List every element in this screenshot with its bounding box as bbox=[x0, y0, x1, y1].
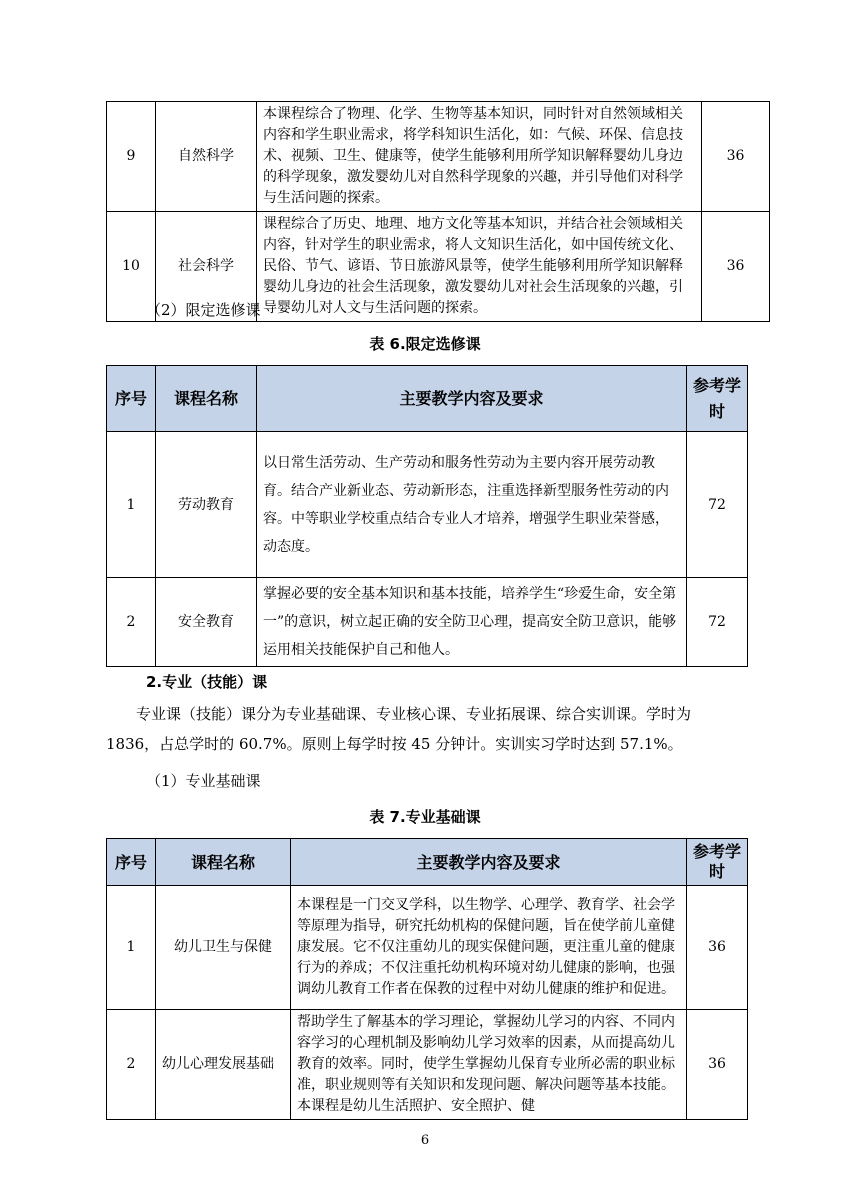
course-hours: 36 bbox=[687, 886, 748, 1010]
course-name: 社会科学 bbox=[156, 212, 257, 322]
row-number: 9 bbox=[107, 102, 156, 212]
row-number: 2 bbox=[107, 578, 156, 667]
course-hours: 36 bbox=[687, 1010, 748, 1120]
table6-caption: 表 6.限定选修课 bbox=[369, 335, 481, 353]
restricted-electives-table bbox=[106, 365, 748, 667]
header-number: 序号 bbox=[107, 366, 156, 432]
course-description: 本课程是一门交叉学科，以生物学、心理学、教育学、社会学等原理为指导，研究托幼机构的保健问题，旨在使学前儿童健康发展。它不仅注重幼儿的现实保健问题，更注重儿童的健康行为的养成；不仅注重托幼机构环境对幼儿健康的影响，也强调幼儿教育工作者在保教的过程中对幼儿健康的维护和促进。 bbox=[291, 886, 687, 1010]
header-course-name: 课程名称 bbox=[156, 839, 291, 886]
header-content: 主要教学内容及要求 bbox=[257, 366, 687, 432]
course-description: 课程综合了历史、地理、地方文化等基本知识，并结合社会领域相关内容，针对学生的职业需求，将人文知识生活化，如中国传统文化、民俗、节气、谚语、节日旅游风景等，使学生能够利用所学知识解释婴幼儿身边的社会生活现象，激发婴幼儿对社会生活现象的兴趣，引导婴幼儿对人文与生活问题的探索。 bbox=[257, 212, 702, 322]
course-name: 安全教育 bbox=[156, 578, 257, 667]
table-row bbox=[107, 102, 770, 212]
header-content: 主要教学内容及要求 bbox=[291, 839, 687, 886]
table-header-row bbox=[107, 839, 748, 886]
course-hours: 72 bbox=[687, 578, 748, 667]
course-hours: 72 bbox=[687, 432, 748, 578]
course-name: 自然科学 bbox=[156, 102, 257, 212]
table-row bbox=[107, 886, 748, 1010]
course-name: 幼儿卫生与保健 bbox=[156, 886, 291, 1010]
course-name: 劳动教育 bbox=[156, 432, 257, 578]
table-row bbox=[107, 578, 748, 667]
course-hours: 36 bbox=[702, 212, 770, 322]
row-number: 10 bbox=[107, 212, 156, 322]
page-number: 6 bbox=[420, 1133, 430, 1148]
subheading-restricted-electives: （2）限定选修课 bbox=[146, 301, 261, 319]
table-header-row bbox=[107, 366, 748, 432]
course-description: 以日常生活劳动、生产劳动和服务性劳动为主要内容开展劳动教育。结合产业新业态、劳动新形态，注重选择新型服务性劳动的内容。中等职业学校重点结合专业人才培养，增强学生职业荣誉感，动态度。 bbox=[257, 432, 687, 578]
header-number: 序号 bbox=[107, 839, 156, 886]
row-number: 1 bbox=[107, 432, 156, 578]
professional-foundation-table bbox=[106, 838, 748, 1120]
table-row bbox=[107, 432, 748, 578]
header-hours: 参考学时 bbox=[687, 839, 748, 886]
subheading-professional-foundation: （1）专业基础课 bbox=[146, 772, 261, 790]
table-row bbox=[107, 1010, 748, 1120]
section-heading-professional-courses: 2.专业（技能）课 bbox=[146, 673, 268, 691]
course-description: 本课程综合了物理、化学、生物等基本知识，同时针对自然领域相关内容和学生职业需求，将学科知识生活化，如：气候、环保、信息技术、视频、卫生、健康等，使学生能够利用所学知识解释婴幼儿身边的科学现象，激发婴幼儿对自然科学现象的兴趣，并引导他们对科学与生活问题的探索。 bbox=[257, 102, 702, 212]
row-number: 2 bbox=[107, 1010, 156, 1120]
row-number: 1 bbox=[107, 886, 156, 1010]
header-hours: 参考学时 bbox=[687, 366, 748, 432]
course-name: 幼儿心理发展基础 bbox=[156, 1010, 291, 1120]
course-description: 帮助学生了解基本的学习理论，掌握幼儿学习的内容、不同内容学习的心理机制及影响幼儿学习效率的因素，从而提高幼儿教育的效率。同时，使学生掌握幼儿保育专业所必需的职业标准，职业规则等有关知识和发现问题、解决问题等基本技能。本课程是幼儿生活照护、安全照护、健 bbox=[291, 1010, 687, 1120]
course-description: 掌握必要的安全基本知识和基本技能，培养学生“珍爱生命，安全第一”的意识，树立起正确的安全防卫心理，提高安全防卫意识，能够运用相关技能保护自己和他人。 bbox=[257, 578, 687, 667]
course-hours: 36 bbox=[702, 102, 770, 212]
section-paragraph: 专业课（技能）课分为专业基础课、专业核心课、专业拓展课、综合实训课。学时为 1836，占总学时的 60.7%。原则上每学时按 45 分钟计。实训实习学时达到 57.1%。 bbox=[106, 705, 692, 753]
header-course-name: 课程名称 bbox=[156, 366, 257, 432]
table7-caption: 表 7.专业基础课 bbox=[369, 808, 481, 826]
natural-social-science-table bbox=[106, 101, 770, 322]
